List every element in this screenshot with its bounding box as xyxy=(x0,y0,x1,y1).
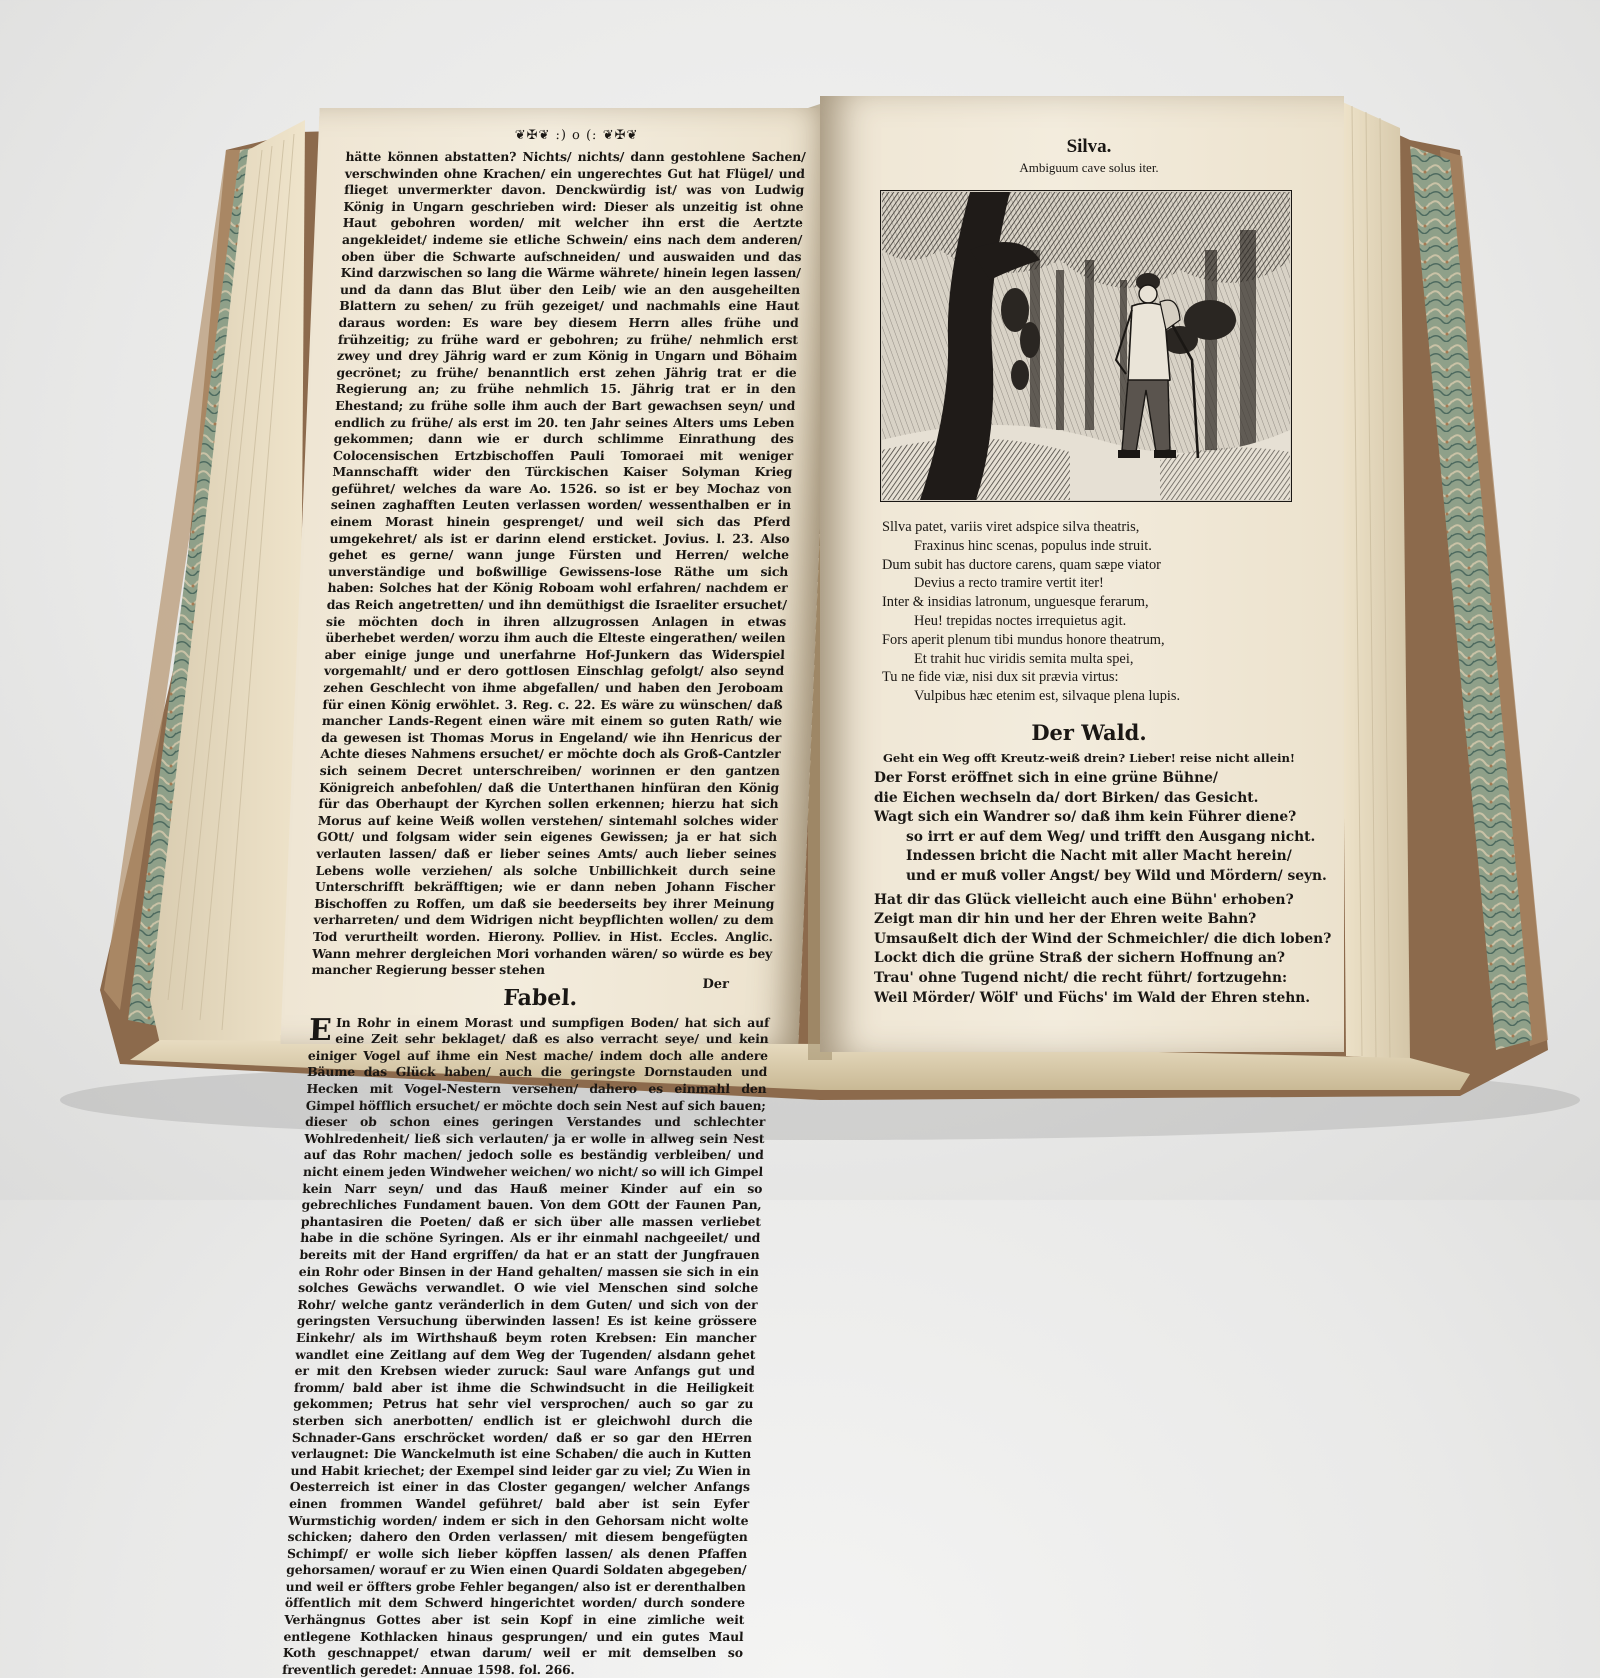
german-heading: Der Wald. xyxy=(1031,719,1147,745)
german-line: so irrt er auf dem Weg/ und trifft den Ausgang nicht. xyxy=(906,828,1316,845)
latin-line: Et trahit huc viridis semita multa spei, xyxy=(914,650,1134,667)
german-line: Umsaußelt dich der Wind der Schmeichler/ die dich loben? xyxy=(874,930,1332,947)
latin-line: Fors aperit plenum tibi mundus honore theatrum, xyxy=(882,631,1165,648)
fable-text-block xyxy=(281,1012,770,1678)
engraving-forest-traveler xyxy=(880,190,1292,502)
latin-line: Heu! trepidas noctes irrequietus agit. xyxy=(914,612,1127,629)
header-ornament: ❦✠❦ :) o (: ❦✠❦ xyxy=(514,128,639,143)
german-line: Hat dir das Glück vielleicht auch eine Bühn' erhoben? xyxy=(874,891,1294,908)
engraving-forest-traveler-icon xyxy=(880,190,1292,502)
german-line: Indessen bricht die Nacht mit aller Macht herein/ xyxy=(906,848,1292,865)
latin-line: Sllva patet, variis viret adspice silva theatris, xyxy=(882,519,1140,535)
german-motto: Geht ein Weg offt Kreutz-weiß drein? Lieber! reise nicht allein! xyxy=(883,750,1295,765)
german-line: Der Forst eröffnet sich in eine grüne Bühne/ xyxy=(874,769,1218,786)
latin-line: Fraxinus hinc scenas, populus inde struit. xyxy=(914,537,1152,554)
fable-text: In Rohr in einem Morast und sumpfigen Boden/ hat sich auf eine Zeit sehr beklaget/ daß es also verracht seye/ und kein einiger Vogel auf ihme ein Nest mache/ indem doch alle andere Bäume das Glück haben/ auch die geringste Dornstauden und Hecken mit Vogel-Nestern versehen/ dahero es einmahl den Gimpel höfflich ersuchet/ er möchte doch sein Nest auf sich bauen; dieser ob schon eines geringen Verstandes und schlechter Wohlredenheit/ ließ sich verlauten/ ja er wolle in allweg sein Nest auf das Rohr machen/ jedoch solle es beständig verbleiben/ und nicht einem jeden Windweher weichen/ wo nicht/ so will ich Gimpel kein Narr seyn/ und das Hauß meiner Kinder auf ein so gebrechliches Fundament bauen. Von dem GOtt der Faunen Pan, phantasiren die Poeten/ daß er sich über alle massen verliebet habe in die schöne Syringen. Als er ihr einmahl nachgeeilet/ und bereits mit der Hand ergriffen/ da hat er an statt der Jungfrauen ein Rohr oder Binsen in der Hand gehalten/ massen sie sich in ein solches Gewächs verwandlet. O wie viel Menschen sind solche Rohr/ welche gantz veränderlich in dem Guten/ und sich von der geringsten Versuchung überwinden lassen! Es ist keine grössere Einkehr/ als im Wirthshauß beym roten Krebsen: Ein mancher wandlet eine Zeitlang auf dem Weg der Tugenden/ alsdann gehet er mit den Krebsen wieder zuruck: Saul ware Anfangs gut und fromm/ bald aber ist ihme die Schwindsucht in die Heiligkeit gekommen; Petrus hat sehr viel versprochen/ auch so gar zu sterben sich anerbotten/ endlich ist er gleichwohl durch die Schnader-Gans erschröcket worden/ daß er so gar den HErren verlaugnet: Die Wanckelmuth ist eine Schaben/ die auch in Kutten und Habit kriechet; der Exempel sind leider gar zu viel; Zu Wien in Oesterreich ist einer in das Closter gegangen/ welcher Anfangs einen frommen Wandel geführet/ bald aber ist sein Eyfer Wurmstichig worden/ indem er sich in den Gehorsam nicht wolte schicken; dahero den Orden verlassen/ mit diesem bengefügten Schimpf/ er wolle sich lieber köpffen lassen/ als denen Pfaffen gehorsamen/ worauf er zu Wien einen Quardi Soldaten abgegeben/ und weil er öffters grobe Fehler begangen/ also ist er derenthalben öffentlich mit dem Schwerd hingerichtet worden/ durch sondere Verhängnus Gottes aber ist sein Kopf in eine zimliche weit entlegene Kothlacken hinaus gesprungen/ und ein gutes Maul Koth geschnappet/ etwan darum/ weil er mit demselben so freventlich geredet: Annuae 1598. fol. 266. xyxy=(281,1014,770,1677)
left-page-prose: hätte können abstatten? Nichts/ nichts/ dann gestohlene Sachen/ verschwinden ohne Krachen/ ein ungerechtes Gut hat Flügel/ und flieget unvermerkter davon. Denckwürdig ist/ was von Ludwig König in Ungarn geschrieben wird: Dieser als unzeitig ist ohne Haut gebohren worden/ mit welcher ihn erst die Aertzte angekleidet/ indeme sie etliche Schwein/ eins nach dem anderen/ oben über die Schwarte aufschneiden/ und auswaiden und das Kind darzwischen so lang die Wärme währete/ hinein legen lassen/ und da dann das Blut über den Leib/ wie an den ausgeheilten Blattern zu sehen/ zu früh gezeiget/ und nachmahls eine Haut daraus worden: Es ware bey diesem Herrn alles frühe und frühzeitig; zu frühe ward er gebohren; zu frühe/ nehmlich erst zwey und drey Jährig ward er zum König in Ungarn und Böhaim gecrönet; zu frühe/ benanntlich erst zehen Jährig trat er die Regierung an; zu frühe nehmlich 15. Jährig trat er in den Ehestand; zu frühe solle ihm auch der Bart gewachsen seyn/ und endlich zu frühe/ als erst im 20. ten Jahr seines Alters ums Leben gekommen; dann wie er durch schlimme Einrathung des Colocensischen Ertzbischoffen Pauli Tomoraei mit weniger Mannschafft wider den Türckischen Kaiser Solyman Krieg geführet/ welches da ware Ao. 1526. so ist er bey Mochaz von seinen zaghafften Leuten verlassen worden/ wessenthalben er in einem Morast hinein gesprenget/ und weil sich das Pferd umgekehret/ als ist er darinn elend ersticket. Jovius. l. 23. Also gehet es gerne/ wann junge Fürsten und Herren/ welche unverständige und boßwillige Gewissens-lose Räthe um sich haben: Solches hat der König Roboam wohl erfahren/ nachdem er das Reich angetretten/ und ihn demüthigst die Israeliter ersuchet/ sie möchten doch in ihren allzugrossen Anlagen in etwas überhebet werden/ worzu ihm auch die Elteste eingerathen/ weilen aber einige junge und unerfahrne Hof-Junkern das Widerspiel vorgemahlt/ und er dero gottlosen Einschlag gefolgt/ also seynd zehen Geschlecht von ihme abgefallen/ und haben den Jeroboam für einen König erwöhlet. 3. Reg. c. 22. Es wäre zu wünschen/ daß mancher Lands-Regent einen wäre mit einem so guten Rath/ wie da gewesen ist Thomas Morus in Engeland/ wie ihn Henricus der Achte dieses Nahmens ersuchet/ er möchte doch als Groß-Cantzler sich seinem Decret unterschreiben/ worinnen er den gantzen Königreich anbefohlen/ daß die Unterthanen hinfüran den König für das Oberhaupt der Kyrchen sollen erkennen; hierzu hat sich Morus auf keine Weiß wollen verstehen/ sintemahl solches wider GOtt/ und folgsam wider sein eigenes Gewissen; ja er hat sich verlauten lassen/ daß er lieber seines Amts/ auch lieber seines Lebens wolle verziehen/ als solche Unbillichkeit durch seine Unterschrifft bekräfftigen; wie er dann neben Johann Fischer Bischoffen zu Roffen, um daß sie beederseits bey ihrer Meinung verharreten/ und dem Widrigen nicht beypflichten wollen/ zu dem Tod verurtheilt worden. Hierony. Polliev. in Hist. Eccles. Anglic. Wann mehrer dergleichen Mori vorhanden wären/ so würde es bey mancher Regierung besser stehen xyxy=(311,149,806,978)
latin-line: Dum subit has ductore carens, quam sæpe viator xyxy=(882,556,1161,573)
latin-line: Devius a recto tramire vertit iter! xyxy=(914,575,1104,592)
german-poem xyxy=(872,769,1332,1008)
german-line: die Eichen wechseln da/ dort Birken/ das Gesicht. xyxy=(874,789,1259,806)
latin-line: Inter & insidias latronum, unguesque ferarum, xyxy=(882,594,1149,611)
german-line: Zeigt man dir hin und her der Ehren weite Bahn? xyxy=(874,911,1257,928)
german-line: Wagt sich ein Wandrer so/ daß ihm kein Führer diene? xyxy=(874,809,1297,826)
right-page xyxy=(820,96,1344,1052)
emblem-motto: Ambiguum cave solus iter. xyxy=(1019,160,1159,175)
german-line: Weil Mörder/ Wölf' und Füchs' im Wald der Ehren stehn. xyxy=(874,989,1311,1006)
latin-poem xyxy=(872,518,1306,706)
emblem-title: Silva. xyxy=(1066,136,1112,157)
fable-dropcap: E xyxy=(308,1012,333,1048)
left-page xyxy=(280,108,837,1677)
latin-line: Tu ne fide viæ, nisi dux sit prævia virtus: xyxy=(882,669,1119,686)
german-line: Trau' ohne Tugend nicht/ die recht führt/ fortzugehn: xyxy=(874,969,1288,986)
catchword: Der xyxy=(702,977,730,992)
german-line: Lockt dich die grüne Straß der sichern Hoffnung an? xyxy=(874,950,1286,967)
fable-heading: Fabel. xyxy=(502,984,578,1011)
latin-line: Vulpibus hæc etenim est, silvaque plena lupis. xyxy=(914,688,1181,705)
german-line: und er muß voller Angst/ bey Wild und Mördern/ seyn. xyxy=(906,867,1327,884)
